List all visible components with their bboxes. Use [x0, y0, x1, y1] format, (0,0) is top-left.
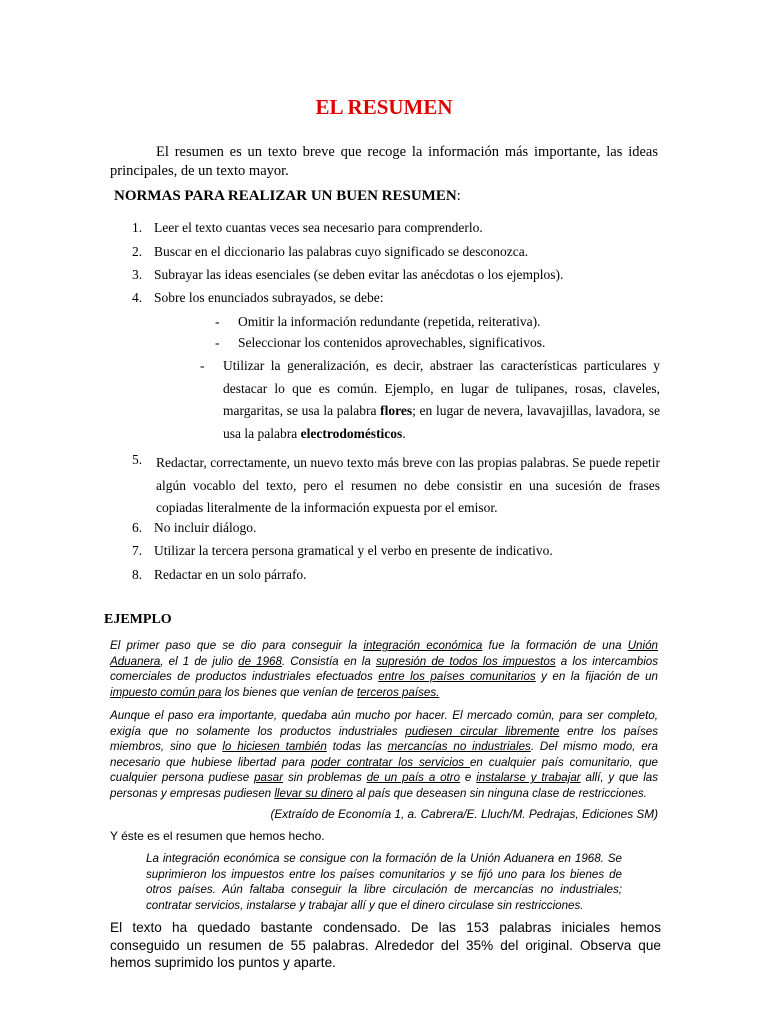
list-item-text: Leer el texto cuantas veces sea necesario para comprenderlo.	[154, 220, 483, 235]
sub-item-dash: -	[215, 314, 220, 329]
intro-paragraph: El resumen es un texto breve que recoge la información más importante, las ideas principales, de un texto mayor.	[110, 144, 658, 179]
list-item-number: 4.	[132, 290, 143, 305]
list-item-number: 7.	[132, 543, 143, 558]
sub-item-text	[223, 355, 660, 445]
normas-heading-colon: :	[456, 188, 461, 204]
underlined-phrase: integración económica	[363, 639, 483, 652]
resumen-lead: Y éste es el resumen que hemos hecho.	[110, 829, 325, 843]
example-text: a los intercambios comerciales de productos industriales efectuados	[110, 654, 659, 683]
sub-item-text: Omitir la información redundante (repetida, reiterativa).	[238, 314, 541, 329]
sub-item-text-part: .	[402, 425, 406, 441]
list-item-text: Sobre los enunciados subrayados, se debe:	[154, 290, 384, 305]
ejemplo-heading: EJEMPLO	[104, 612, 172, 627]
sub-item-text-part: Utilizar la generalización, es decir, abstraer las características particulares y destacar lo que es común. Ejemplo, en lugar de tulipanes, rosas, claveles, margaritas, se usa la palabra	[223, 358, 660, 418]
underlined-phrase: poder contratar los servicios	[311, 755, 470, 769]
underlined-phrase: entre los países comunitarios	[378, 670, 536, 683]
example-text: sin problemas	[283, 771, 367, 784]
list-item-text: Subrayar las ideas esenciales (se deben evitar las anécdotas o los ejemplos).	[154, 267, 564, 282]
underlined-phrase: instalarse y trabajar	[476, 771, 581, 784]
sub-item-text-part: ; en lugar de nevera, lavavajillas, lavadora, se usa la palabra	[223, 403, 661, 441]
bold-word: electrodomésticos	[300, 425, 403, 441]
underlined-phrase: Unión Aduanera	[110, 639, 658, 668]
normas-heading	[114, 188, 461, 205]
resumen-paragraph: La integración económica se consigue con la formación de la Unión Aduanera en 1968. Se suprimieron los impuestos entre los países comunitarios y se fijó uno para los bienes de otros países. Aún faltaba conseguir la libre circulación de mercancías no industriales; contratar servicios, instalarse y trabajar allí y que el dinero circulase sin restricciones.	[146, 852, 622, 912]
list-item-number: 2.	[132, 244, 143, 259]
list-item-text: Redactar en un solo párrafo.	[154, 567, 307, 582]
underlined-phrase: lo hiciesen también	[222, 740, 327, 753]
example-text: El primer paso que se dio para conseguir la	[110, 639, 364, 652]
underlined-phrase: de un país a otro	[366, 771, 461, 784]
example-text: los bienes que venían de	[221, 685, 357, 699]
underlined-phrase: mercancías no industriales	[387, 740, 531, 753]
list-item-number: 6.	[132, 520, 143, 535]
closing-paragraph: El texto ha quedado bastante condensado. De las 153 palabras iniciales hemos conseguido un resumen de 55 palabras. Alrededor del 35% del original. Observa que hemos suprimido los puntos y aparte.	[110, 920, 661, 970]
list-item-number: 3.	[132, 267, 143, 282]
example-text: y en la fijación de un	[535, 670, 658, 683]
list-item-text: Redactar, correctamente, un nuevo texto más breve con las propias palabras. Se puede repetir algún vocablo del texto, pero el resumen no debe consistir en una sucesión de frases copiadas literalmente de la información expuesta por el emisor.	[156, 455, 660, 515]
source-citation: (Extraído de Economía 1, a. Cabrera/E. Lluch/M. Pedrajas, Ediciones SM)	[270, 807, 658, 821]
example-text: todas las	[326, 740, 388, 753]
underlined-phrase: llevar su dinero	[274, 786, 353, 800]
example-paragraph-1	[110, 638, 658, 700]
list-item-text: No incluir diálogo.	[154, 520, 257, 535]
page-title: EL RESUMEN	[315, 95, 453, 119]
sub-item-dash: -	[215, 335, 220, 350]
underlined-phrase: impuesto común para	[110, 685, 222, 699]
normas-heading-text: NORMAS PARA REALIZAR UN BUEN RESUMEN	[114, 188, 457, 204]
list-item-number: 1.	[132, 220, 143, 235]
example-text: allí, y que las personas y empresas pudiesen	[110, 771, 659, 800]
example-text: , el 1 de julio	[160, 654, 239, 668]
example-paragraph-2	[110, 708, 658, 801]
example-text: en cualquier país comunitario, que cualquier persona pudiese	[110, 755, 658, 784]
example-text: . Del mismo modo, era necesario que hubiese libertad para	[110, 740, 658, 769]
example-text: e	[460, 771, 477, 784]
sub-item-dash: -	[200, 358, 205, 373]
example-text: fue la formación de una	[482, 639, 628, 652]
sub-item-text: Seleccionar los contenidos aprovechables, significativos.	[238, 335, 546, 350]
list-item-number: 5.	[132, 452, 143, 467]
example-text: al país que deseasen sin ninguna clase de restricciones.	[352, 786, 647, 800]
example-text: Aunque el paso era importante, quedaba aún mucho por hacer. El mercado común, para ser completo, exigía que no solamente los productos industriales	[110, 709, 658, 738]
example-text: . Consistía en la	[281, 654, 376, 668]
underlined-phrase: pasar	[254, 771, 284, 784]
list-item-number: 8.	[132, 567, 143, 582]
underlined-phrase: de 1968	[238, 654, 282, 668]
list-item-text: Buscar en el diccionario las palabras cuyo significado se desconozca.	[154, 244, 529, 259]
list-item-text: Utilizar la tercera persona gramatical y el verbo en presente de indicativo.	[154, 543, 553, 558]
example-text: entre los países miembros, sino que	[110, 724, 659, 753]
underlined-phrase: pudiesen circular libremente	[405, 724, 560, 738]
underlined-phrase: supresión de todos los impuestos	[375, 654, 556, 668]
underlined-phrase: terceros países.	[356, 685, 440, 699]
bold-word: flores	[380, 403, 413, 418]
